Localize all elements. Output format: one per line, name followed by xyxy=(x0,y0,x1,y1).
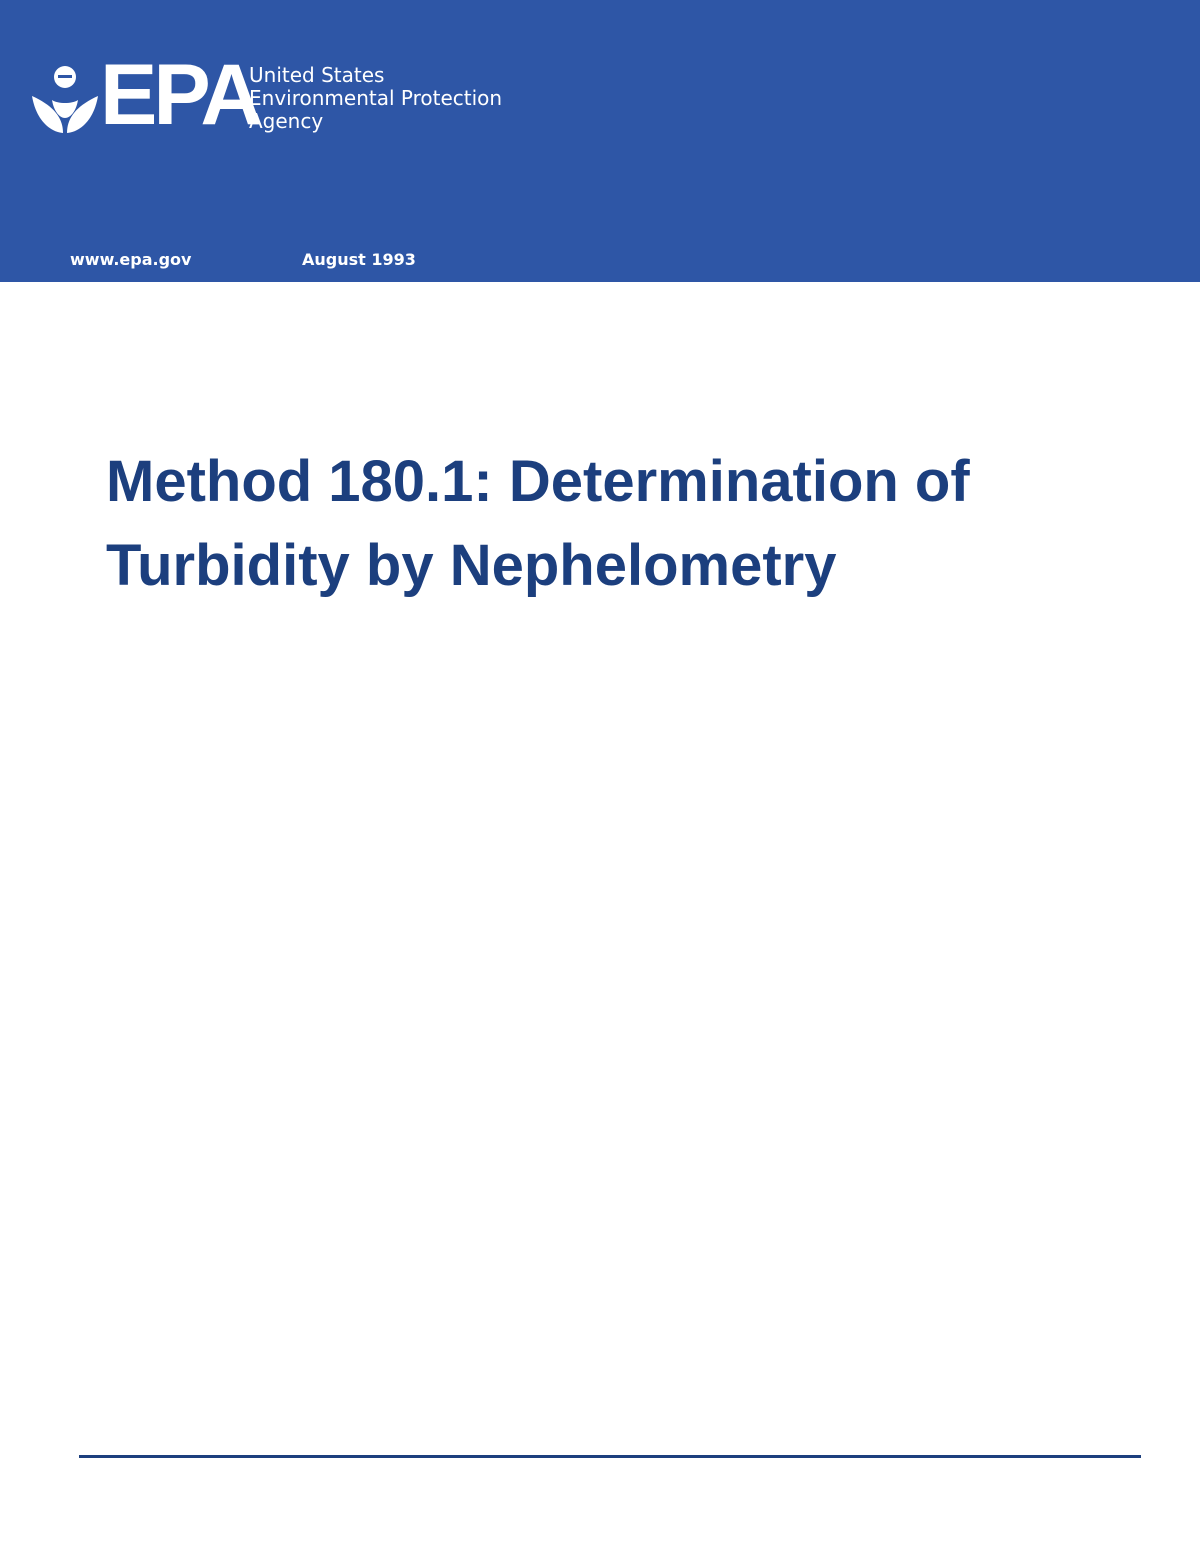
footer-divider xyxy=(79,1455,1141,1458)
logo-letters: EPA xyxy=(100,47,259,143)
epa-logo[interactable] xyxy=(30,47,590,143)
document-title xyxy=(106,440,1106,608)
website-link[interactable]: www.epa.gov xyxy=(70,250,192,269)
agency-line-3: Agency xyxy=(249,109,324,133)
agency-name xyxy=(249,64,502,133)
publication-date: August 1993 xyxy=(302,250,416,269)
title-line-1: Method 180.1: Determination of xyxy=(106,449,970,514)
epa-flower-icon xyxy=(30,66,100,134)
agency-line-1: United States xyxy=(249,63,385,87)
agency-line-2: Environmental Protection xyxy=(249,86,503,110)
title-line-2: Turbidity by Nephelometry xyxy=(106,533,837,598)
header-banner xyxy=(0,0,1200,282)
